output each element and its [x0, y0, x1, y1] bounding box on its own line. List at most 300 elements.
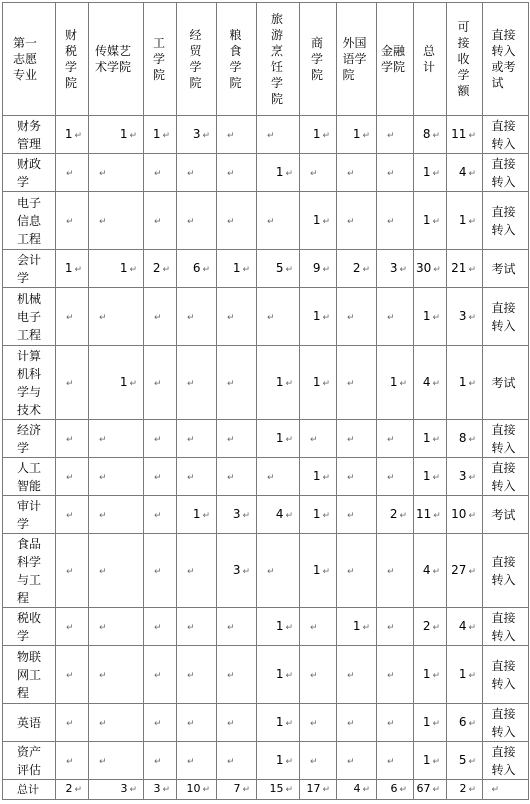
cell-value: 1: [422, 468, 431, 483]
total-cell: [414, 154, 447, 192]
count-cell: [257, 458, 300, 496]
paragraph-mark: ↵: [468, 670, 476, 681]
count-cell: [144, 116, 177, 154]
paragraph-mark: ↵: [347, 756, 355, 767]
paragraph-mark: ↵: [242, 510, 250, 521]
paragraph-mark: ↵: [432, 670, 440, 681]
major-name-cell: [3, 608, 56, 646]
paragraph-mark: ↵: [322, 130, 330, 141]
paragraph-mark: ↵: [187, 756, 195, 767]
count-cell: [300, 742, 337, 780]
paragraph-mark: ↵: [433, 264, 441, 275]
count-cell: [300, 608, 337, 646]
count-cell: [177, 458, 217, 496]
paragraph-mark: ↵: [362, 264, 370, 275]
paragraph-mark: ↵: [66, 756, 74, 767]
total-count-cell: [56, 780, 89, 800]
paragraph-mark: ↵: [267, 312, 275, 323]
paragraph-mark: ↵: [347, 670, 355, 681]
quota-cell: [447, 608, 483, 646]
method-cell: [483, 742, 529, 780]
paragraph-mark: ↵: [99, 670, 107, 681]
paragraph-mark: ↵: [202, 785, 210, 795]
paragraph-mark: ↵: [347, 566, 355, 577]
paragraph-mark: ↵: [468, 216, 476, 227]
count-cell: [337, 288, 377, 346]
table-row: [3, 420, 529, 458]
count-cell: [144, 420, 177, 458]
total-count-cell: [257, 780, 300, 800]
cell-value: 1: [312, 562, 321, 577]
count-cell: [377, 704, 414, 742]
table-row: [3, 346, 529, 420]
major-name: 食品科学与工程: [17, 536, 42, 605]
method-cell: [483, 496, 529, 534]
paragraph-mark: ↵: [187, 312, 195, 323]
cell-value: 1: [312, 126, 321, 141]
cell-value: 15: [269, 782, 284, 795]
paragraph-mark: ↵: [399, 785, 407, 795]
total-cell: [414, 742, 447, 780]
paragraph-mark: ↵: [154, 718, 162, 729]
paragraph-mark: ↵: [432, 130, 440, 141]
count-cell: [56, 116, 89, 154]
cell-value: 1: [119, 260, 128, 275]
table-row: [3, 192, 529, 250]
count-cell: [217, 646, 257, 704]
cell-value: 5: [458, 752, 467, 767]
paragraph-mark: ↵: [310, 434, 318, 445]
quota-cell: [447, 154, 483, 192]
count-cell: [300, 288, 337, 346]
paragraph-mark: ↵: [267, 130, 275, 141]
method-value: 直接转入: [491, 460, 516, 493]
paragraph-mark: ↵: [267, 472, 275, 483]
total-cell: [414, 496, 447, 534]
cell-value: 2: [65, 782, 73, 795]
count-cell: [217, 534, 257, 608]
count-cell: [217, 458, 257, 496]
paragraph-mark: ↵: [242, 566, 250, 577]
paragraph-mark: ↵: [468, 622, 476, 633]
method-value: 考试: [491, 261, 516, 276]
paragraph-mark: ↵: [285, 168, 293, 179]
paragraph-mark: ↵: [66, 472, 74, 483]
count-cell: [217, 496, 257, 534]
total-count-cell: [177, 780, 217, 800]
table-row: [3, 458, 529, 496]
count-cell: [89, 420, 144, 458]
paragraph-mark: ↵: [129, 130, 137, 141]
cell-value: 3: [389, 260, 398, 275]
header-first-choice: 第一志愿专业: [3, 3, 56, 116]
paragraph-mark: ↵: [66, 434, 74, 445]
cell-value: 1: [64, 260, 73, 275]
cell-value: 11: [451, 126, 467, 141]
paragraph-mark: ↵: [468, 168, 476, 179]
paragraph-mark: ↵: [99, 622, 107, 633]
cell-value: 4: [458, 618, 467, 633]
paragraph-mark: ↵: [362, 785, 370, 795]
major-name: 计算机科学与技术: [17, 348, 42, 417]
cell-value: 2: [422, 618, 431, 633]
paragraph-mark: ↵: [322, 510, 330, 521]
paragraph-mark: ↵: [154, 622, 162, 633]
count-cell: [257, 608, 300, 646]
header-row: [3, 3, 529, 116]
count-cell: [177, 154, 217, 192]
count-cell: [144, 288, 177, 346]
table-row: [3, 742, 529, 780]
paragraph-mark: ↵: [399, 378, 407, 389]
paragraph-mark: ↵: [362, 622, 370, 633]
method-cell: [483, 420, 529, 458]
table-row: [3, 250, 529, 288]
count-cell: [56, 250, 89, 288]
cell-value: 10: [451, 506, 467, 521]
count-cell: [177, 116, 217, 154]
paragraph-mark: ↵: [154, 566, 162, 577]
count-cell: [377, 496, 414, 534]
quota-cell: [447, 646, 483, 704]
table-row: [3, 116, 529, 154]
method-value: 直接转入: [491, 744, 516, 777]
cell-value: 1: [275, 374, 284, 389]
table-row: [3, 646, 529, 704]
paragraph-mark: ↵: [468, 312, 476, 323]
paragraph-mark: ↵: [154, 378, 162, 389]
count-cell: [177, 192, 217, 250]
paragraph-mark: ↵: [310, 718, 318, 729]
header-college: 财税学院: [56, 3, 89, 116]
count-cell: [337, 742, 377, 780]
paragraph-mark: ↵: [468, 718, 476, 729]
cell-value: 6: [192, 260, 201, 275]
cell-value: 21: [451, 260, 467, 275]
count-cell: [56, 534, 89, 608]
paragraph-mark: ↵: [99, 510, 107, 521]
total-cell: [414, 288, 447, 346]
paragraph-mark: ↵: [227, 216, 235, 227]
major-name-cell: [3, 704, 56, 742]
paragraph-mark: ↵: [347, 472, 355, 483]
paragraph-mark: ↵: [432, 756, 440, 767]
count-cell: [89, 534, 144, 608]
cell-value: 1: [312, 506, 321, 521]
paragraph-mark: ↵: [387, 168, 395, 179]
paragraph-mark: ↵: [491, 785, 500, 795]
method-value: 直接转入: [491, 300, 516, 333]
paragraph-mark: ↵: [432, 472, 440, 483]
header-college: 商学院: [300, 3, 337, 116]
quota-cell: [447, 458, 483, 496]
cell-value: 8: [422, 126, 431, 141]
count-cell: [89, 742, 144, 780]
cell-value: 4: [353, 782, 361, 795]
cell-value: 1: [458, 212, 467, 227]
count-cell: [257, 154, 300, 192]
paragraph-mark: ↵: [187, 168, 195, 179]
paragraph-mark: ↵: [227, 756, 235, 767]
count-cell: [217, 154, 257, 192]
total-cell: [414, 346, 447, 420]
paragraph-mark: ↵: [187, 434, 195, 445]
cell-value: 3: [153, 782, 161, 795]
paragraph-mark: ↵: [387, 756, 395, 767]
count-cell: [300, 192, 337, 250]
cell-value: 1: [389, 374, 398, 389]
cell-value: 2: [352, 260, 361, 275]
paragraph-mark: ↵: [74, 130, 82, 141]
count-cell: [89, 608, 144, 646]
paragraph-mark: ↵: [187, 472, 195, 483]
count-cell: [300, 420, 337, 458]
cell-value: 1: [119, 374, 128, 389]
paragraph-mark: ↵: [387, 670, 395, 681]
paragraph-mark: ↵: [399, 510, 407, 521]
paragraph-mark: ↵: [285, 264, 293, 275]
method-value: 直接转入: [491, 118, 516, 151]
major-name: 财政学: [17, 156, 42, 189]
paragraph-mark: ↵: [66, 378, 74, 389]
method-cell: [483, 192, 529, 250]
header-total: 总计: [414, 3, 447, 116]
paragraph-mark: ↵: [129, 264, 137, 275]
table-row: [3, 154, 529, 192]
quota-cell: [447, 346, 483, 420]
count-cell: [144, 646, 177, 704]
cell-value: 1: [64, 126, 73, 141]
paragraph-mark: ↵: [227, 434, 235, 445]
paragraph-mark: ↵: [99, 168, 107, 179]
total-cell: [414, 192, 447, 250]
paragraph-mark: ↵: [154, 434, 162, 445]
paragraph-mark: ↵: [227, 168, 235, 179]
header-college: 粮食学院: [217, 3, 257, 116]
paragraph-mark: ↵: [285, 510, 293, 521]
count-cell: [89, 154, 144, 192]
table-row: [3, 288, 529, 346]
count-cell: [300, 458, 337, 496]
count-cell: [144, 346, 177, 420]
total-cell: [414, 704, 447, 742]
table-row: [3, 496, 529, 534]
paragraph-mark: ↵: [347, 312, 355, 323]
paragraph-mark: ↵: [468, 130, 476, 141]
paragraph-mark: ↵: [227, 670, 235, 681]
major-name-cell: [3, 154, 56, 192]
major-name: 财务管理: [17, 118, 42, 151]
cell-value: 10: [186, 782, 201, 795]
count-cell: [377, 250, 414, 288]
cell-value: 2: [389, 506, 398, 521]
header-college: 外国语学院: [337, 3, 377, 116]
count-cell: [217, 742, 257, 780]
paragraph-mark: ↵: [99, 566, 107, 577]
major-name-cell: [3, 458, 56, 496]
count-cell: [257, 646, 300, 704]
count-cell: [177, 250, 217, 288]
header-method: 直接转入或考试: [483, 3, 529, 116]
count-cell: [177, 420, 217, 458]
major-name: 资产评估: [17, 744, 42, 777]
count-cell: [56, 154, 89, 192]
quota-cell: [447, 192, 483, 250]
count-cell: [144, 154, 177, 192]
count-cell: [177, 704, 217, 742]
cell-value: 4: [422, 374, 431, 389]
paragraph-mark: ↵: [187, 622, 195, 633]
paragraph-mark: ↵: [322, 566, 330, 577]
total-cell: [414, 646, 447, 704]
cell-value: 4: [458, 164, 467, 179]
paragraph-mark: ↵: [187, 718, 195, 729]
major-name: 审计学: [17, 498, 42, 531]
paragraph-mark: ↵: [347, 216, 355, 227]
paragraph-mark: ↵: [387, 566, 395, 577]
paragraph-mark: ↵: [387, 130, 395, 141]
count-cell: [217, 116, 257, 154]
paragraph-mark: ↵: [347, 168, 355, 179]
paragraph-mark: ↵: [432, 434, 440, 445]
count-cell: [56, 346, 89, 420]
paragraph-mark: ↵: [285, 718, 293, 729]
count-cell: [217, 420, 257, 458]
paragraph-mark: ↵: [66, 622, 74, 633]
paragraph-mark: ↵: [154, 472, 162, 483]
paragraph-mark: ↵: [468, 378, 476, 389]
count-cell: [337, 420, 377, 458]
header-college: 经贸学院: [177, 3, 217, 116]
count-cell: [300, 496, 337, 534]
paragraph-mark: ↵: [347, 378, 355, 389]
paragraph-mark: ↵: [322, 312, 330, 323]
paragraph-mark: ↵: [66, 510, 74, 521]
count-cell: [89, 704, 144, 742]
paragraph-mark: ↵: [66, 312, 74, 323]
total-count-cell: [337, 780, 377, 800]
paragraph-mark: ↵: [202, 510, 210, 521]
quota-cell: [447, 742, 483, 780]
count-cell: [177, 534, 217, 608]
count-cell: [257, 534, 300, 608]
header-college: 传媒艺术学院: [89, 3, 144, 116]
count-cell: [144, 608, 177, 646]
cell-value: 3: [458, 308, 467, 323]
paragraph-mark: ↵: [432, 312, 440, 323]
totals-label: 总计: [17, 782, 39, 796]
count-cell: [337, 192, 377, 250]
cell-value: 7: [233, 782, 241, 795]
paragraph-mark: ↵: [347, 718, 355, 729]
count-cell: [56, 420, 89, 458]
table-row: [3, 704, 529, 742]
paragraph-mark: ↵: [468, 756, 476, 767]
paragraph-mark: ↵: [362, 130, 370, 141]
paragraph-mark: ↵: [227, 130, 235, 141]
cell-value: 1: [458, 374, 467, 389]
header-quota: 可接收学额: [447, 3, 483, 116]
paragraph-mark: ↵: [468, 434, 476, 445]
cell-value: 3: [120, 782, 128, 795]
count-cell: [177, 646, 217, 704]
count-cell: [257, 496, 300, 534]
paragraph-mark: ↵: [202, 130, 210, 141]
major-name-cell: [3, 646, 56, 704]
paragraph-mark: ↵: [468, 566, 476, 577]
count-cell: [56, 646, 89, 704]
cell-value: 1: [422, 666, 431, 681]
cell-value: 1: [312, 212, 321, 227]
paragraph-mark: ↵: [432, 622, 440, 633]
paragraph-mark: ↵: [267, 216, 275, 227]
major-name: 经济学: [17, 422, 42, 455]
cell-value: 1: [352, 618, 361, 633]
method-cell: [483, 704, 529, 742]
count-cell: [257, 704, 300, 742]
paragraph-mark: ↵: [227, 312, 235, 323]
paragraph-mark: ↵: [66, 670, 74, 681]
paragraph-mark: ↵: [285, 756, 293, 767]
paragraph-mark: ↵: [432, 718, 440, 729]
quota-cell: [447, 116, 483, 154]
cell-value: 67: [416, 782, 431, 795]
quota-cell: [447, 496, 483, 534]
count-cell: [177, 346, 217, 420]
cell-value: 1: [119, 126, 128, 141]
method-value: 直接转入: [491, 156, 516, 189]
paragraph-mark: ↵: [99, 718, 107, 729]
paragraph-mark: ↵: [154, 312, 162, 323]
cell-value: 1: [275, 430, 284, 445]
count-cell: [257, 420, 300, 458]
paragraph-mark: ↵: [227, 718, 235, 729]
total-cell: [414, 608, 447, 646]
count-cell: [377, 346, 414, 420]
count-cell: [217, 608, 257, 646]
count-cell: [177, 608, 217, 646]
paragraph-mark: ↵: [162, 785, 170, 795]
paragraph-mark: ↵: [433, 510, 441, 521]
method-cell: [483, 534, 529, 608]
cell-value: 30: [416, 260, 432, 275]
method-cell: [483, 608, 529, 646]
count-cell: [144, 534, 177, 608]
paragraph-mark: ↵: [99, 216, 107, 227]
count-cell: [257, 346, 300, 420]
count-cell: [300, 534, 337, 608]
paragraph-mark: ↵: [432, 168, 440, 179]
method-value: 直接转入: [491, 706, 516, 739]
cell-value: 1: [312, 468, 321, 483]
total-count-cell: [217, 780, 257, 800]
paragraph-mark: ↵: [285, 670, 293, 681]
count-cell: [144, 496, 177, 534]
count-cell: [217, 704, 257, 742]
totals-label-cell: [3, 780, 56, 800]
paragraph-mark: ↵: [227, 622, 235, 633]
paragraph-mark: ↵: [202, 264, 210, 275]
total-count-cell: [300, 780, 337, 800]
paragraph-mark: ↵: [387, 718, 395, 729]
cell-value: 2: [459, 782, 467, 795]
count-cell: [144, 704, 177, 742]
total-count-cell: [89, 780, 144, 800]
count-cell: [300, 250, 337, 288]
count-cell: [144, 250, 177, 288]
count-cell: [337, 646, 377, 704]
count-cell: [257, 742, 300, 780]
